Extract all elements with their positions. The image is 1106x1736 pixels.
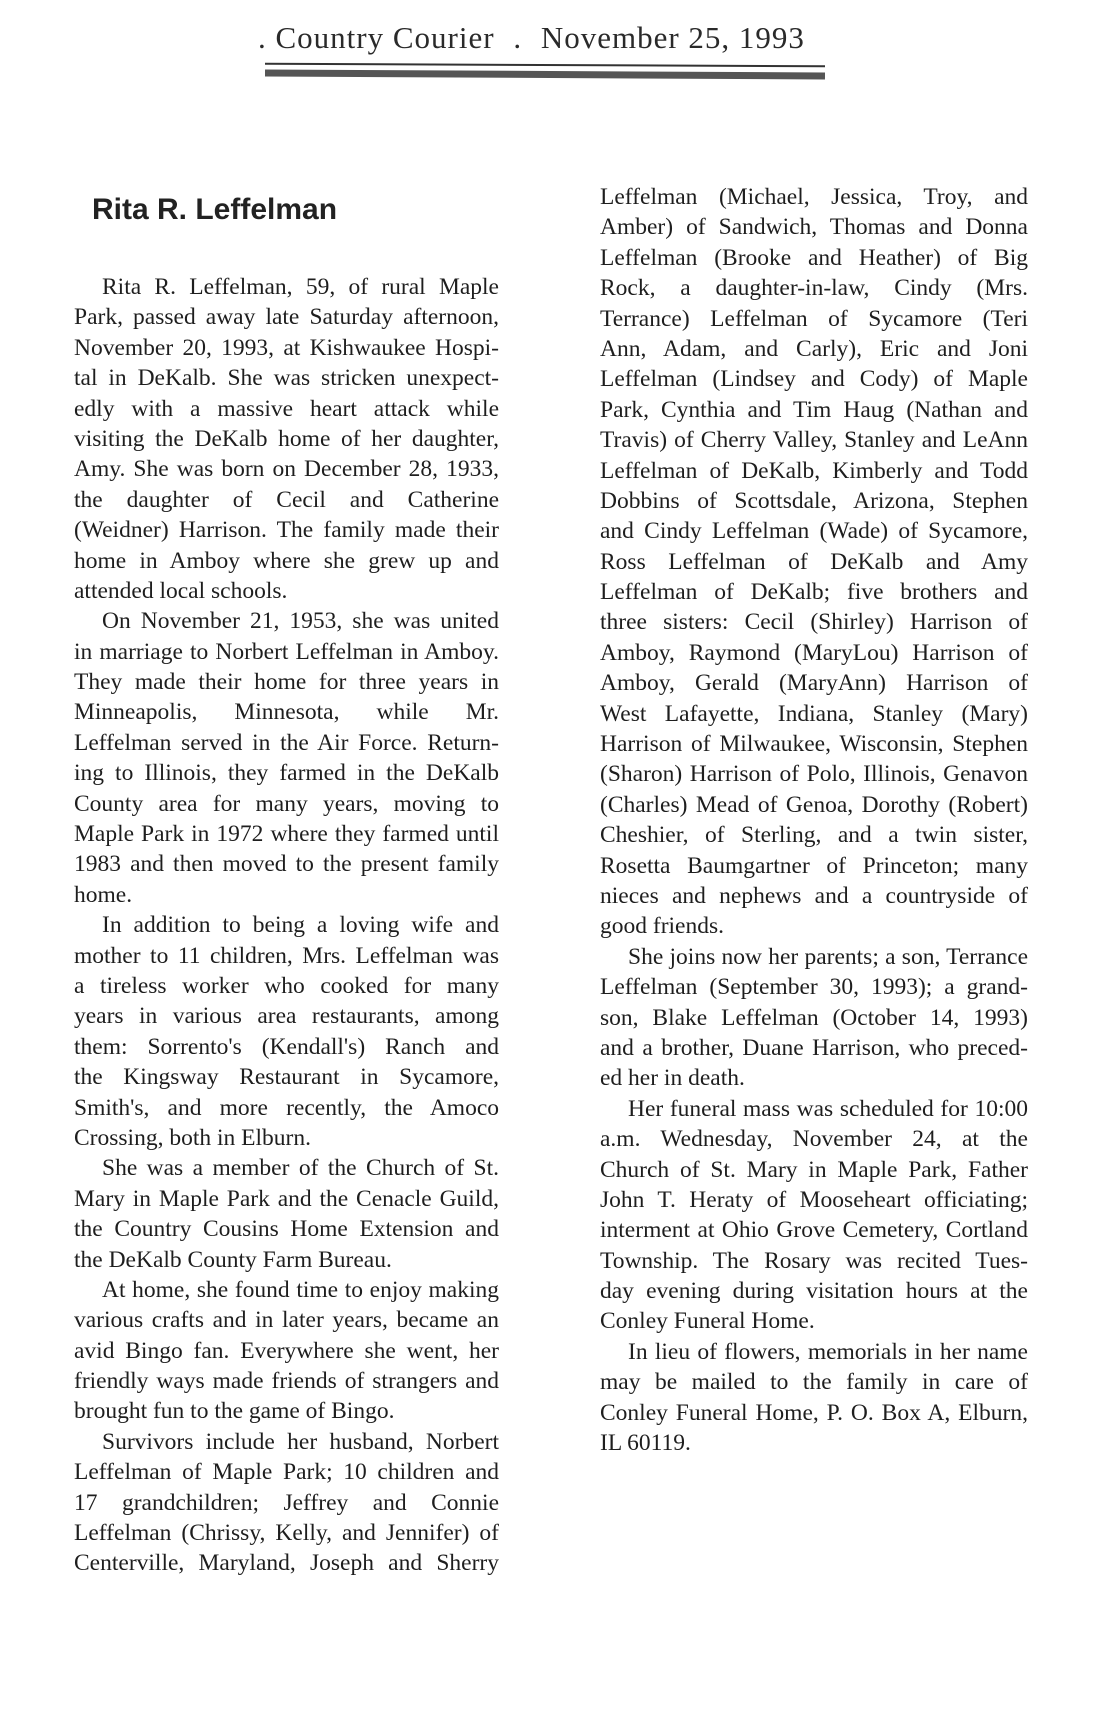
text-line: nieces and nephews and a countryside of xyxy=(600,882,1028,909)
masthead-rule-thick xyxy=(265,70,825,80)
text-line: At home, she found time to enjoy making xyxy=(102,1276,499,1303)
text-line: In lieu of flowers, memorials in her name xyxy=(628,1338,1028,1365)
text-line: Leffelman of DeKalb, Kimberly and Todd xyxy=(600,457,1028,484)
obituary-headline: Rita R. Leffelman xyxy=(92,193,338,226)
text-line: Conley Funeral Home. xyxy=(600,1308,815,1335)
masthead-separator: . xyxy=(513,20,523,55)
text-line: Cheshier, of Sterling, and a twin sister, xyxy=(600,822,1028,849)
text-line: interment at Ohio Grove Cemetery, Cortland xyxy=(600,1217,1028,1244)
text-line: Park, Cynthia and Tim Haug (Nathan and xyxy=(600,396,1028,423)
text-line: Smith's, and more recently, the Amoco xyxy=(74,1094,499,1121)
text-line: 1983 and then moved to the present family xyxy=(74,851,499,878)
text-line: County area for many years, moving to xyxy=(74,790,499,817)
text-line: Park, passed away late Saturday afternoon, xyxy=(74,304,499,331)
text-line: 17 grandchildren; Jeffrey and Connie xyxy=(74,1489,499,1516)
masthead-rule-thin xyxy=(265,63,825,67)
text-line: Amber) of Sandwich, Thomas and Donna xyxy=(600,214,1028,241)
text-line: the DeKalb County Farm Bureau. xyxy=(74,1246,392,1273)
text-line: Rosetta Baumgartner of Princeton; many xyxy=(600,852,1028,879)
text-line: day evening during visitation hours at the xyxy=(600,1278,1028,1305)
text-line: Dobbins of Scottsdale, Arizona, Stephen xyxy=(600,487,1028,514)
text-line: the daughter of Cecil and Catherine xyxy=(74,486,499,513)
text-line: Terrance) Leffelman of Sycamore (Teri xyxy=(600,305,1028,332)
text-line: edly with a massive heart attack while xyxy=(74,395,499,422)
text-line: Maple Park in 1972 where they farmed until xyxy=(74,821,499,848)
text-line: visiting the DeKalb home of her daughter, xyxy=(74,425,499,452)
text-line: On November 21, 1953, she was united xyxy=(102,608,499,635)
masthead-leading-dot: . xyxy=(258,20,267,55)
text-line: friendly ways made friends of strangers and xyxy=(74,1368,499,1395)
text-line: Amboy, Gerald (MaryAnn) Harrison of xyxy=(600,670,1028,697)
text-line: Township. The Rosary was recited Tues- xyxy=(600,1247,1028,1274)
text-line: ed her in death. xyxy=(600,1065,745,1092)
text-line: Leffelman (Chrissy, Kelly, and Jennifer) of xyxy=(74,1520,499,1547)
text-line: Amy. She was born on December 28, 1933, xyxy=(74,456,499,483)
text-line: (Charles) Mead of Genoa, Dorothy (Robert) xyxy=(600,791,1028,818)
text-line: Ann, Adam, and Carly), Eric and Joni xyxy=(600,335,1028,362)
text-line: various crafts and in later years, became an xyxy=(74,1307,499,1334)
text-line: Conley Funeral Home, P. O. Box A, Elburn, xyxy=(600,1399,1028,1426)
text-line: a.m. Wednesday, November 24, at the xyxy=(600,1126,1028,1153)
text-line: In addition to being a loving wife and xyxy=(102,912,499,939)
text-line: Leffelman (Michael, Jessica, Troy, and xyxy=(600,184,1028,210)
text-line: may be mailed to the family in care of xyxy=(600,1369,1028,1396)
text-line: good friends. xyxy=(600,913,725,940)
text-line: tal in DeKalb. She was stricken unexpect- xyxy=(74,365,499,392)
text-line: Amboy, Raymond (MaryLou) Harrison of xyxy=(600,639,1028,666)
text-line: She was a member of the Church of St. xyxy=(102,1155,499,1182)
text-line: Leffelman of Maple Park; 10 children and xyxy=(74,1459,499,1486)
text-line: ing to Illinois, they farmed in the DeKalb xyxy=(74,760,499,787)
text-line: Crossing, both in Elburn. xyxy=(74,1124,311,1151)
text-line: years in various area restaurants, among xyxy=(74,1003,499,1030)
text-line: (Weidner) Harrison. The family made their xyxy=(74,517,499,544)
text-line: John T. Heraty of Mooseheart officiating; xyxy=(600,1186,1028,1213)
text-line: and a brother, Duane Harrison, who preced- xyxy=(600,1034,1028,1061)
text-line: Survivors include her husband, Norbert xyxy=(102,1428,499,1455)
text-line: in marriage to Norbert Leffelman in Amboy. xyxy=(74,638,499,665)
text-line: home in Amboy where she grew up and xyxy=(74,547,499,574)
text-line: She joins now her parents; a son, Terrance xyxy=(628,943,1028,970)
text-line: a tireless worker who cooked for many xyxy=(74,972,499,999)
publication-name: Country Courier xyxy=(275,20,495,55)
text-line: West Lafayette, Indiana, Stanley (Mary) xyxy=(600,700,1028,727)
text-line: home. xyxy=(74,881,133,908)
text-line: They made their home for three years in xyxy=(74,669,499,696)
text-line: November 20, 1993, at Kishwaukee Hospi- xyxy=(74,334,499,361)
text-line: Leffelman served in the Air Force. Return- xyxy=(74,729,499,756)
text-line: the Kingsway Restaurant in Sycamore, xyxy=(74,1064,499,1091)
text-line: Mary in Maple Park and the Cenacle Guild, xyxy=(74,1185,499,1212)
text-line: Leffelman (September 30, 1993); a grand- xyxy=(600,974,1028,1001)
text-line: Leffelman (Brooke and Heather) of Big xyxy=(600,244,1028,271)
publication-date: November 25, 1993 xyxy=(540,20,805,55)
right-text-column xyxy=(600,182,1028,1458)
text-line: Minneapolis, Minnesota, while Mr. xyxy=(74,699,499,726)
text-line: Centerville, Maryland, Joseph and Sherry xyxy=(74,1550,499,1577)
text-line: Rock, a daughter-in-law, Cindy (Mrs. xyxy=(600,275,1028,302)
text-line: Rita R. Leffelman, 59, of rural Maple xyxy=(102,274,499,300)
text-line: attended local schools. xyxy=(74,577,288,604)
text-line: three sisters: Cecil (Shirley) Harrison of xyxy=(600,609,1028,636)
text-line: Leffelman (Lindsey and Cody) of Maple xyxy=(600,366,1028,393)
text-line: Her funeral mass was scheduled for 10:00 xyxy=(628,1095,1028,1122)
text-line: (Sharon) Harrison of Polo, Illinois, Genavon xyxy=(600,761,1028,788)
text-line: Leffelman of DeKalb; five brothers and xyxy=(600,579,1028,606)
text-line: the Country Cousins Home Extension and xyxy=(74,1216,499,1243)
text-line: Church of St. Mary in Maple Park, Father xyxy=(600,1156,1028,1183)
text-line: and Cindy Leffelman (Wade) of Sycamore, xyxy=(600,518,1028,545)
left-text-column xyxy=(74,272,499,1579)
text-line: brought fun to the game of Bingo. xyxy=(74,1398,395,1425)
text-line: Harrison of Milwaukee, Wisconsin, Stephen xyxy=(600,731,1028,758)
text-line: them: Sorrento's (Kendall's) Ranch and xyxy=(74,1033,499,1060)
text-line: mother to 11 children, Mrs. Leffelman was xyxy=(74,942,499,969)
text-line: Ross Leffelman of DeKalb and Amy xyxy=(600,548,1028,575)
masthead xyxy=(258,20,818,56)
text-line: IL 60119. xyxy=(600,1430,691,1457)
text-line: son, Blake Leffelman (October 14, 1993) xyxy=(600,1004,1028,1031)
text-line: Travis) of Cherry Valley, Stanley and LeAnn xyxy=(600,427,1028,454)
text-line: avid Bingo fan. Everywhere she went, her xyxy=(74,1337,499,1364)
